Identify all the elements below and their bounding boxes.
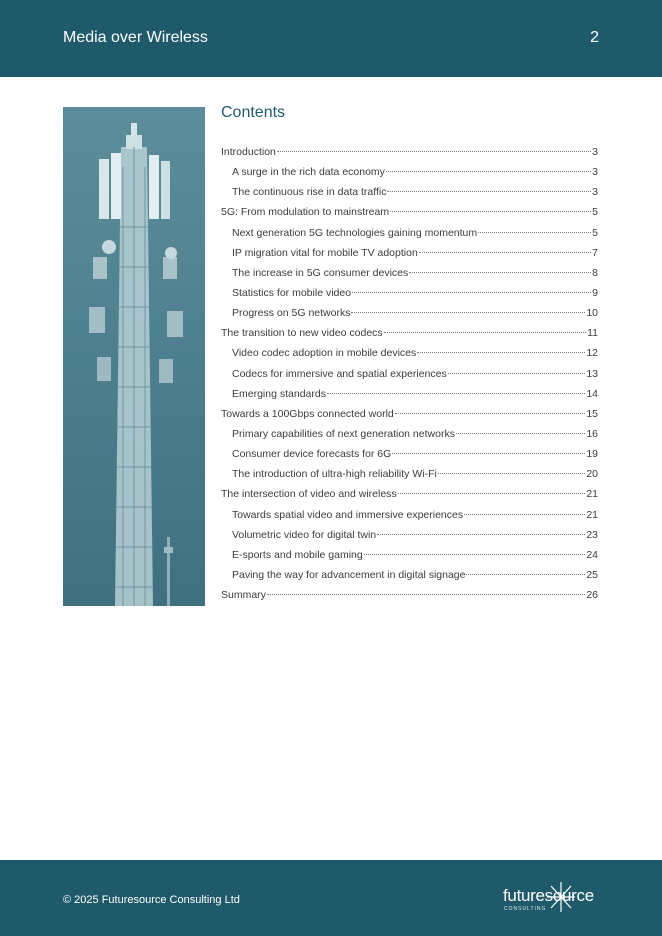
page-number: 2 bbox=[590, 29, 599, 46]
toc-entry-page: 19 bbox=[586, 448, 598, 461]
futuresource-logo bbox=[503, 880, 599, 916]
toc-entry[interactable] bbox=[221, 364, 598, 384]
toc-dot-leader bbox=[398, 493, 586, 494]
toc-dot-leader bbox=[478, 232, 591, 233]
toc-dot-leader bbox=[448, 373, 586, 374]
toc-entry[interactable] bbox=[221, 484, 598, 504]
toc-entry-label: Volumetric video for digital twin bbox=[232, 528, 377, 541]
toc-dot-leader bbox=[438, 473, 585, 474]
toc-entry-page: 3 bbox=[592, 146, 598, 158]
toc-dot-leader bbox=[419, 252, 591, 253]
toc-entry-page: 23 bbox=[586, 528, 598, 541]
toc-entry-page: 10 bbox=[586, 307, 598, 320]
toc-entry-label: The continuous rise in data traffic bbox=[232, 186, 387, 199]
toc-entry-label: Primary capabilities of next generation networks bbox=[232, 427, 455, 440]
toc-dot-leader bbox=[456, 433, 585, 434]
toc-entry-label: E-sports and mobile gaming bbox=[232, 548, 363, 561]
toc-list bbox=[221, 142, 598, 605]
toc-entry[interactable] bbox=[221, 505, 598, 525]
toc-entry-label: The transition to new video codecs bbox=[221, 327, 383, 340]
toc-entry[interactable] bbox=[221, 545, 598, 565]
toc-entry-label: Paving the way for advancement in digital signage bbox=[232, 568, 466, 581]
toc-entry-page: 14 bbox=[586, 387, 598, 400]
toc-entry-label: The introduction of ultra-high reliability Wi-Fi bbox=[232, 468, 437, 481]
toc-entry-page: 25 bbox=[586, 568, 598, 581]
toc-entry-page: 5 bbox=[592, 206, 598, 219]
toc-entry-page: 21 bbox=[586, 508, 598, 521]
toc-entry-label: 5G: From modulation to mainstream bbox=[221, 206, 390, 219]
toc-entry-page: 11 bbox=[587, 327, 598, 340]
toc-entry-label: A surge in the rich data economy bbox=[232, 166, 385, 179]
toc-entry[interactable] bbox=[221, 243, 598, 263]
toc-dot-leader bbox=[387, 191, 591, 192]
toc-entry-label: Summary bbox=[221, 589, 266, 602]
toc-entry-page: 3 bbox=[592, 186, 598, 199]
toc-dot-leader bbox=[409, 272, 591, 273]
cell-tower-image bbox=[63, 107, 205, 606]
toc-dot-leader bbox=[390, 211, 591, 212]
toc-entry-page: 12 bbox=[586, 347, 598, 360]
toc-entry-page: 16 bbox=[586, 427, 598, 440]
toc-entry-label: Consumer device forecasts for 6G bbox=[232, 448, 392, 461]
logo-subtitle: CONSULTING bbox=[504, 906, 547, 912]
toc-entry[interactable] bbox=[221, 223, 598, 243]
toc-entry[interactable] bbox=[221, 182, 598, 202]
toc-entry[interactable] bbox=[221, 142, 598, 162]
starburst-icon bbox=[543, 880, 579, 914]
toc-dot-leader bbox=[277, 151, 591, 152]
toc-entry-page: 20 bbox=[586, 468, 598, 481]
toc-dot-leader bbox=[352, 292, 591, 293]
toc-dot-leader bbox=[395, 413, 586, 414]
toc-entry-label: Introduction bbox=[221, 146, 276, 158]
toc-entry[interactable] bbox=[221, 162, 598, 182]
page-footer bbox=[0, 860, 662, 936]
toc-entry-page: 3 bbox=[592, 166, 598, 179]
toc-entry[interactable] bbox=[221, 585, 598, 605]
toc-entry-page: 7 bbox=[592, 246, 598, 259]
toc-dot-leader bbox=[327, 393, 585, 394]
toc-entry-label: Emerging standards bbox=[232, 387, 326, 400]
toc-entry-page: 9 bbox=[592, 286, 598, 299]
toc-entry[interactable] bbox=[221, 263, 598, 283]
toc-entry-page: 13 bbox=[586, 367, 598, 380]
toc-entry[interactable] bbox=[221, 404, 598, 424]
contents-heading: Contents bbox=[221, 104, 286, 121]
toc-entry-page: 5 bbox=[592, 226, 598, 239]
document-title: Media over Wireless bbox=[63, 29, 208, 46]
toc-entry-label: The increase in 5G consumer devices bbox=[232, 266, 409, 279]
toc-entry-page: 21 bbox=[586, 488, 598, 501]
toc-entry-label: Towards a 100Gbps connected world bbox=[221, 407, 394, 420]
toc-entry[interactable] bbox=[221, 444, 598, 464]
toc-entry[interactable] bbox=[221, 343, 598, 363]
toc-dot-leader bbox=[464, 514, 585, 515]
toc-entry-label: Codecs for immersive and spatial experiences bbox=[232, 367, 447, 380]
toc-entry-page: 15 bbox=[586, 407, 598, 420]
toc-entry-label: Progress on 5G networks bbox=[232, 307, 351, 320]
toc-entry-page: 26 bbox=[586, 589, 598, 602]
toc-dot-leader bbox=[417, 352, 585, 353]
toc-dot-leader bbox=[267, 594, 585, 595]
toc-entry[interactable] bbox=[221, 525, 598, 545]
toc-entry[interactable] bbox=[221, 464, 598, 484]
toc-dot-leader bbox=[364, 554, 586, 555]
page-header bbox=[0, 0, 662, 77]
toc-entry-label: Statistics for mobile video bbox=[232, 286, 352, 299]
cell-tower-illustration bbox=[63, 107, 205, 606]
copyright-text: © 2025 Futuresource Consulting Ltd bbox=[63, 894, 240, 906]
toc-dot-leader bbox=[386, 171, 591, 172]
toc-dot-leader bbox=[384, 332, 586, 333]
table-of-contents bbox=[221, 102, 598, 605]
toc-entry-label: Video codec adoption in mobile devices bbox=[232, 347, 417, 360]
logo-wordmark: futuresource bbox=[503, 886, 594, 905]
toc-entry[interactable] bbox=[221, 384, 598, 404]
toc-dot-leader bbox=[377, 534, 585, 535]
toc-entry-label: IP migration vital for mobile TV adoption bbox=[232, 246, 418, 259]
toc-dot-leader bbox=[466, 574, 585, 575]
toc-dot-leader bbox=[392, 453, 585, 454]
toc-entry-label: Towards spatial video and immersive experiences bbox=[232, 508, 464, 521]
toc-entry[interactable] bbox=[221, 283, 598, 303]
toc-entry[interactable] bbox=[221, 424, 598, 444]
toc-entry[interactable] bbox=[221, 565, 598, 585]
toc-entry[interactable] bbox=[221, 202, 598, 222]
toc-entry-label: The intersection of video and wireless bbox=[221, 488, 397, 501]
toc-entry[interactable] bbox=[221, 303, 598, 323]
toc-entry-label: Next generation 5G technologies gaining momentum bbox=[232, 226, 478, 239]
toc-dot-leader bbox=[351, 312, 585, 313]
toc-entry-page: 8 bbox=[592, 266, 598, 279]
toc-entry-page: 24 bbox=[586, 548, 598, 561]
toc-entry[interactable] bbox=[221, 323, 598, 343]
